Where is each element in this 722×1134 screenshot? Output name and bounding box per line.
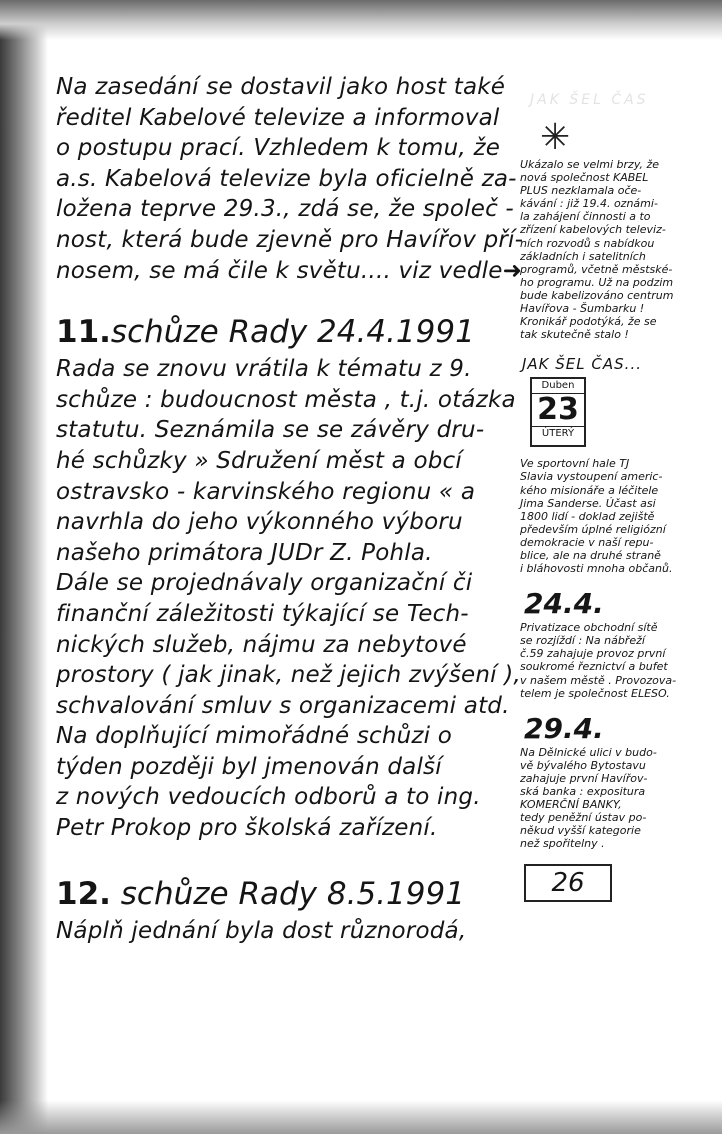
session-11-line: schůze : budoucnost města , t.j. otázka: [56, 386, 516, 413]
entry-line: než spořitelny .: [520, 837, 605, 851]
entry-line: Ve sportovní hale TJ: [520, 457, 630, 471]
entry-line: telem je společnost ELESO.: [520, 686, 670, 700]
session-12-section: [56, 872, 506, 947]
note-line: Ukázalo se velmi brzy, že: [520, 158, 660, 171]
entry-line: 1800 lidí - doklad zejiště: [520, 509, 655, 523]
note-line: ho programu. Už na podzim: [520, 275, 674, 289]
intro-paragraph: [56, 72, 524, 286]
entry-line: Privatizace obchodní sítě: [520, 621, 658, 635]
entry-line: tedy peněžní ústav po-: [520, 811, 647, 825]
session-11-line: finanční záležitosti týkající se Tech-: [56, 600, 469, 627]
calendar-month: Duben: [532, 379, 584, 394]
page-top-shadow: [0, 0, 722, 40]
session-11-line: prostory ( jak jinak, než jejich zvýšení ),: [56, 662, 521, 689]
note-line: tak skutečně stalo !: [520, 328, 629, 342]
entry-23-4: [520, 457, 718, 575]
session-11-line: z nových vedoucích odborů a to ing.: [56, 784, 481, 811]
session-11-line: Na doplňující mimořádné schůzi o: [56, 723, 453, 750]
session-11-line: Dále se projednávaly organizační či: [56, 570, 473, 597]
faint-show-through-heading: JAK ŠEL ČAS: [530, 92, 649, 108]
intro-line: ložena teprve 29.3., zdá se, že společ -: [56, 196, 514, 223]
entry-line: č.59 zahajuje provoz první: [520, 647, 666, 661]
session-11-line: Petr Prokop pro školská zařízení.: [56, 815, 438, 842]
entry-line: demokracie v naší repu-: [520, 535, 654, 549]
intro-line: nosem, se má čile k světu.... viz vedle➜: [56, 257, 523, 284]
asterisk-icon: ✳: [540, 117, 571, 158]
note-line: ních rozvodů s nabídkou: [520, 236, 655, 250]
session-11-line: schvalování smluv s organizacemi atd.: [56, 692, 510, 719]
session-11-section: [56, 310, 521, 844]
entry-line: blice, ale na druhé straně: [520, 548, 661, 562]
intro-line: Na zasedání se dostavil jako host také: [56, 74, 506, 100]
entry-line: někud vyšší kategorie: [520, 824, 641, 838]
note-line: nová společnost KABEL: [520, 171, 649, 185]
date-heading-24-4: 24.4.: [524, 587, 604, 621]
entry-line: Slavia vystoupení americ-: [520, 470, 663, 484]
session-11-line: hé schůzky » Sdružení měst a obcí: [56, 447, 462, 474]
entry-line: Na Dělnické ulici v budo-: [520, 745, 657, 759]
session-11-heading: [56, 310, 506, 354]
jak-sel-cas-heading: JAK ŠEL ČAS...: [522, 355, 642, 374]
note-line: programů, včetně městské-: [520, 262, 673, 276]
session-11-line: týden později byl jmenován další: [56, 753, 442, 780]
intro-line: nost, která bude zjevně pro Havířov pří-: [56, 226, 524, 253]
session-11-line: statutu. Seznámila se se závěry dru-: [56, 417, 485, 444]
side-column: [520, 118, 718, 902]
entry-29-4: [520, 746, 718, 851]
note-line: Havířova - Šumbarku !: [520, 302, 645, 316]
entry-line: zahajuje první Havířov-: [520, 771, 648, 785]
note-line: Kronikář podotýká, že se: [520, 315, 657, 329]
note-line: základních i satelitních: [520, 249, 646, 263]
session-11-number: 11.: [56, 314, 111, 351]
entry-line: ská banka : expositura: [520, 785, 646, 798]
page-number: 26: [524, 864, 612, 902]
entry-line: KOMERČNÍ BANKY,: [520, 798, 622, 812]
entry-line: se rozjíždí : Na nábřeží: [520, 634, 645, 648]
cable-tv-note: [520, 158, 718, 341]
intro-line: o postupu prací. Vzhledem k tomu, že: [56, 135, 501, 162]
entry-line: soukromé řeznictví a bufet: [520, 660, 668, 674]
intro-line: a.s. Kabelová televize byla oficielně za-: [56, 165, 517, 192]
calendar-weekday: ÚTERÝ: [532, 426, 584, 440]
session-12-line: Náplň jednání byla dost různorodá,: [56, 917, 467, 944]
calendar-day: 23: [537, 392, 579, 428]
note-line: kávání : již 19.4. oznámi-: [520, 197, 658, 211]
session-12-number: 12.: [56, 875, 111, 912]
note-line: zřízení kabelových televiz-: [520, 223, 666, 237]
date-heading-29-4: 29.4.: [524, 711, 604, 745]
entry-line: v našem městě . Provozova-: [520, 673, 677, 687]
note-line: la zahájení činnosti a to: [520, 210, 651, 224]
session-11-title: schůze Rady 24.4.1991: [110, 314, 475, 351]
session-12-title: schůze Rady 8.5.1991: [120, 875, 465, 912]
session-12-heading: [56, 872, 506, 916]
entry-24-4: [520, 621, 718, 700]
page-gutter-shadow: [0, 0, 48, 1134]
entry-line: Jima Sanderse. Účast asi: [520, 496, 656, 510]
note-line: PLUS nezklamala oče-: [520, 184, 642, 198]
session-11-line: Rada se znovu vrátila k tématu z 9.: [56, 356, 472, 383]
main-column: [56, 72, 524, 946]
entry-line: vě bývalého Bytostavu: [520, 758, 646, 772]
session-11-line: navrhla do jeho výkonného výboru: [56, 509, 463, 536]
entry-line: kého misionáře a léčitele: [520, 483, 659, 497]
note-line: bude kabelizováno centrum: [520, 288, 674, 302]
page-bottom-shadow: [0, 1100, 722, 1134]
entry-line: i bláhovosti mnoha občanů.: [520, 562, 673, 576]
calendar-icon: [530, 377, 586, 447]
session-11-line: našeho primátora JUDr Z. Pohla.: [56, 539, 433, 566]
entry-line: především úplné religiózní: [520, 522, 666, 536]
intro-line: ředitel Kabelové televize a informoval: [56, 104, 500, 131]
session-11-line: ostravsko - karvinského regionu « a: [56, 478, 476, 505]
session-11-line: nických služeb, nájmu za nebytové: [56, 631, 467, 658]
